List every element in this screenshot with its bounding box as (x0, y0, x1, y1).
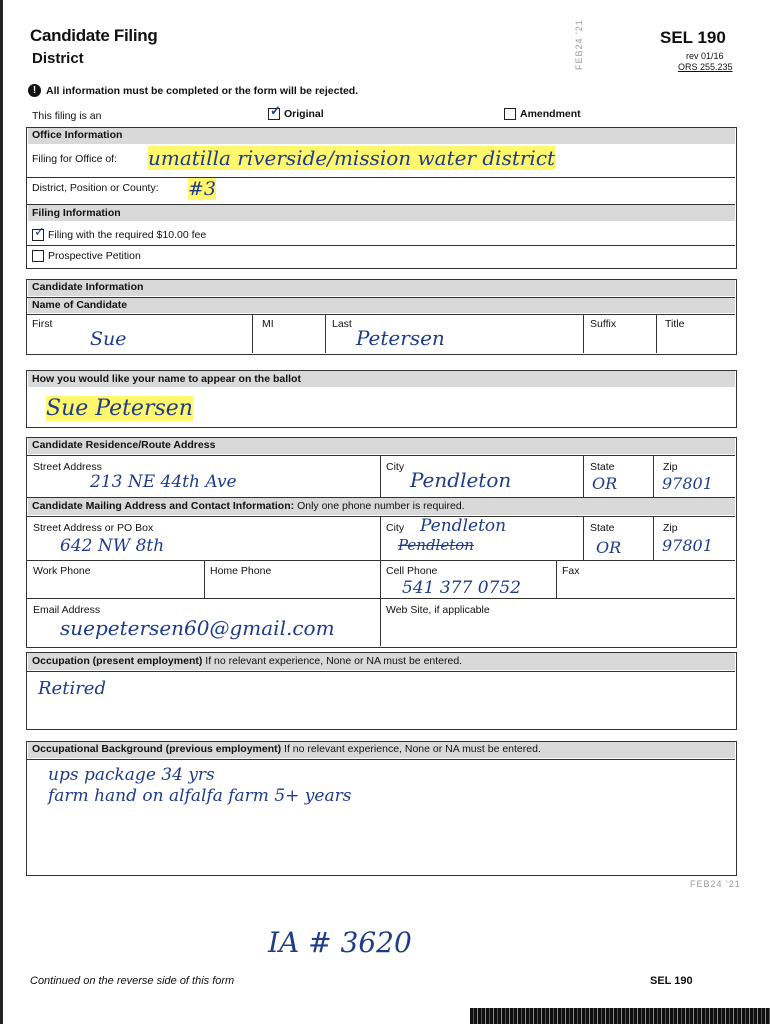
background-line-1[interactable]: ups package 34 yrs (48, 765, 215, 785)
cell-phone-value[interactable]: 541 377 0752 (402, 578, 521, 598)
mailing-city-value[interactable]: Pendleton (420, 516, 507, 536)
first-name-label: First (32, 318, 53, 330)
form-title: Candidate Filing (30, 26, 158, 45)
occupation-section-title: Occupation (present employment) If no relevant experience, None or NA must be entered. (32, 655, 463, 667)
last-name-label: Last (332, 318, 352, 330)
scan-edge-artifact (470, 1008, 770, 1024)
amendment-checkbox[interactable]: Amendment (504, 108, 581, 120)
received-stamp-footer: FEB24 '21 (690, 879, 741, 889)
work-phone-label: Work Phone (33, 565, 91, 577)
checkbox-icon (32, 250, 44, 262)
mailing-state-label: State (590, 522, 615, 534)
mailing-section-title: Candidate Mailing Address and Contact Information: Only one phone number is required. (32, 500, 465, 512)
district-label: District, Position or County: (32, 182, 159, 194)
suffix-label: Suffix (590, 318, 617, 330)
residence-section-title: Candidate Residence/Route Address (32, 439, 216, 451)
mailing-zip-value[interactable]: 97801 (662, 536, 713, 555)
residence-state-value[interactable]: OR (592, 474, 618, 493)
residence-city-label: City (386, 461, 405, 473)
ballot-name-value[interactable]: Sue Petersen (46, 396, 193, 421)
mailing-zip-label: Zip (663, 522, 678, 534)
filing-for-value[interactable]: umatilla riverside/mission water district (148, 146, 556, 170)
candidate-section-title: Candidate Information (32, 281, 144, 293)
middle-initial-label: MI (262, 318, 274, 330)
email-value[interactable]: suepetersen60@gmail.com (60, 616, 335, 640)
form-revision: rev 01/16 (686, 51, 724, 61)
form-id: SEL 190 (660, 28, 726, 47)
filing-type-label: This filing is an (32, 110, 102, 122)
occupation-value[interactable]: Retired (38, 678, 106, 699)
name-section-title: Name of Candidate (32, 299, 128, 311)
mailing-street-value[interactable]: 642 NW 8th (60, 536, 165, 556)
email-label: Email Address (33, 604, 101, 616)
ia-number-annotation: IA # 3620 (268, 926, 412, 959)
residence-city-value[interactable]: Pendleton (410, 468, 512, 492)
website-label: Web Site, if applicable (386, 604, 490, 616)
home-phone-label: Home Phone (210, 565, 272, 577)
cell-phone-label: Cell Phone (386, 565, 438, 577)
residence-street-label: Street Address (33, 461, 102, 473)
background-box (26, 741, 737, 876)
fee-checkbox[interactable]: ✓ Filing with the required $10.00 fee (34, 224, 207, 241)
original-checkbox[interactable]: ✓ Original (270, 103, 324, 120)
residence-street-value[interactable]: 213 NE 44th Ave (90, 472, 237, 492)
filing-for-label: Filing for Office of: (32, 153, 118, 165)
ors-reference: ORS 255.235 (678, 62, 733, 72)
residence-zip-value[interactable]: 97801 (662, 474, 713, 493)
fax-label: Fax (562, 565, 580, 577)
checkbox-checked-icon: ✓ (34, 224, 45, 240)
notice-text: All information must be completed or the form will be rejected. (46, 84, 359, 97)
background-section-title: Occupational Background (previous employment) If no relevant experience, None or NA must be entered. (32, 743, 541, 755)
checkbox-checked-icon: ✓ (270, 103, 281, 119)
checkbox-icon (504, 108, 516, 120)
mailing-city-struck-value: Pendleton (398, 536, 474, 554)
residence-state-label: State (590, 461, 615, 473)
last-name-value[interactable]: Petersen (356, 326, 445, 350)
petition-checkbox[interactable]: Prospective Petition (32, 250, 141, 262)
scan-left-edge (0, 0, 3, 1024)
mailing-street-label: Street Address or PO Box (33, 522, 154, 534)
first-name-value[interactable]: Sue (90, 328, 127, 350)
mailing-city-label: City (386, 522, 405, 534)
background-line-2[interactable]: farm hand on alfalfa farm 5+ years (48, 786, 352, 806)
filing-section-title: Filing Information (32, 207, 121, 219)
district-value[interactable]: #3 (188, 178, 217, 200)
name-section-bar (28, 298, 735, 313)
office-section-title: Office Information (32, 129, 123, 141)
ballot-section-title: How you would like your name to appear on the ballot (32, 373, 301, 385)
title-label: Title (665, 318, 685, 330)
info-icon: ! (28, 84, 41, 97)
mailing-state-value[interactable]: OR (596, 538, 622, 557)
received-stamp: FEB24 '21 (574, 19, 584, 70)
form-subtitle: District (32, 50, 84, 67)
continued-note: Continued on the reverse side of this form (30, 975, 235, 987)
footer-form-id: SEL 190 (650, 975, 693, 987)
office-section-bar (28, 128, 735, 144)
filing-section-bar (28, 205, 735, 221)
residence-zip-label: Zip (663, 461, 678, 473)
